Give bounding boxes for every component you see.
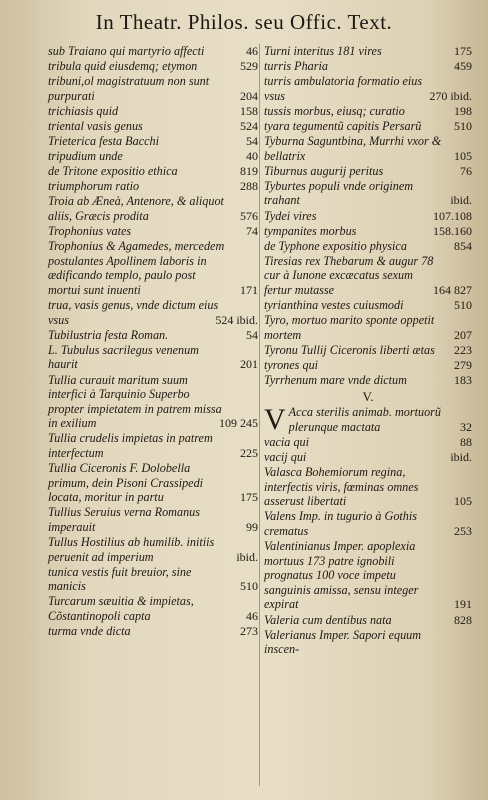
page-reference: 105	[454, 494, 472, 509]
index-entry-text: vacij qui	[264, 450, 307, 465]
page-reference: 524 ibid.	[215, 312, 258, 327]
page-reference: 225	[240, 446, 258, 461]
page-reference: 175	[240, 490, 258, 505]
index-entry	[264, 403, 472, 437]
index-entry	[48, 119, 258, 134]
index-entry-text: Valentinianus Imper. apoplexia mortuus 173 patre ignobili prognatus 100 voce impetu sanguinis amissa, sensu integer expirat	[264, 539, 419, 612]
index-entry-text: Trophonius & Agamedes, mercedem postulantes Apollinem laboris in ædificando templo, paulo post mortui sunt inuenti	[48, 239, 225, 297]
page-reference: ibid.	[450, 193, 472, 208]
index-entry-text: tunica vestis fuit breuior, sine manicis	[48, 564, 192, 594]
page-reference: 46	[246, 609, 258, 624]
index-entry-text: tribula quid eiusdemq; etymon	[48, 59, 198, 74]
index-entry	[264, 343, 472, 358]
index-entry	[48, 224, 258, 239]
index-entry-text: de Tritone expositio ethica	[48, 164, 178, 179]
index-entry-text: Tydei vires	[264, 208, 317, 223]
index-column-left	[48, 44, 258, 639]
index-entry	[48, 328, 258, 343]
index-entry	[48, 343, 258, 372]
index-entry	[48, 565, 258, 594]
page-reference: 158	[240, 103, 258, 118]
index-column-right	[264, 44, 472, 657]
page-reference: 201	[240, 357, 258, 372]
index-entry-text: Trieterica festa Bacchi	[48, 134, 160, 149]
index-entry	[264, 450, 472, 465]
index-entry-text: Turni interitus 181 vires	[264, 44, 382, 58]
index-entry	[48, 461, 258, 505]
index-entry	[48, 149, 258, 164]
page-reference: 510	[454, 298, 472, 313]
index-entry	[48, 44, 258, 59]
index-entry-text: Trophonius vates	[48, 224, 132, 239]
index-entry	[264, 224, 472, 239]
index-entry-text: tympanites morbus	[264, 223, 357, 238]
page-reference: 459	[454, 59, 472, 74]
index-entry-text: Tyronu Tullij Ciceronis liberti ætas	[264, 342, 435, 357]
index-entry-text: turris Pharia	[264, 59, 328, 74]
page-reference: 253	[454, 524, 472, 538]
index-entry	[48, 594, 258, 623]
page-reference: ibid.	[450, 450, 472, 465]
index-entry	[264, 134, 472, 163]
index-entry-text: Tyburtes populi vnde originem trahant	[264, 178, 414, 208]
page-reference: 279	[454, 357, 472, 372]
index-entry	[48, 535, 258, 564]
page-reference: 158.160	[433, 223, 472, 238]
page-reference: 510	[454, 118, 472, 133]
index-entry	[48, 373, 258, 431]
index-entry	[264, 358, 472, 373]
index-entry-text: Valens Imp. in tugurio à Gothis crematus	[264, 509, 418, 538]
index-entry	[48, 505, 258, 534]
index-entry-text: Acca sterilis animab. mortuorũ plerunque mactata	[288, 405, 442, 434]
index-entry-text: Tullia crudelis impietas in patrem interfectum	[48, 431, 213, 461]
index-entry-text: L. Tubulus sacrilegus venenum haurit	[48, 342, 199, 372]
index-entry	[264, 164, 472, 179]
index-entry	[264, 254, 472, 298]
index-entry	[264, 59, 472, 74]
index-entry-text: Tiresias rex Thebarum & augur 78 cur à Iunone excæcatus sexum fertur mutasse	[264, 253, 434, 297]
page-reference: 54	[246, 327, 258, 342]
page-reference: 54	[246, 134, 258, 149]
index-entry-text: turris ambulatoria formatio eius vsus	[264, 74, 423, 103]
index-entry	[48, 134, 258, 149]
index-entry	[264, 209, 472, 224]
index-entry-text: Valasca Bohemiorum regina, interfectis viris, fœminas omnes asserust libertati	[264, 465, 419, 509]
page-reference: 40	[246, 149, 258, 164]
section-letter: V.	[362, 388, 374, 404]
page-reference: 529	[240, 59, 258, 74]
index-entry	[48, 59, 258, 74]
index-entry	[264, 435, 472, 450]
page-reference: 99	[246, 520, 258, 534]
page-reference: 576	[240, 209, 258, 224]
index-entry	[264, 373, 472, 388]
index-entry	[48, 431, 258, 460]
index-entry-text: Tullia Ciceronis F. Dolobella primum, dein Pisoni Crassipedi locata, moritur in partu	[48, 461, 204, 505]
page-reference: 198	[454, 103, 472, 118]
page-reference: 164 827	[433, 283, 472, 297]
index-entry-text: Valeria cum dentibus nata	[264, 612, 392, 627]
index-entry	[264, 119, 472, 134]
index-entry	[48, 104, 258, 119]
column-divider	[259, 44, 260, 786]
index-entry-text: triental vasis genus	[48, 118, 143, 133]
page-reference: 183	[454, 373, 472, 388]
index-entry	[48, 179, 258, 194]
page-reference: 207	[454, 327, 472, 342]
index-entry	[264, 104, 472, 119]
running-header: In Theatr. Philos. seu Offic. Text.	[95, 10, 393, 34]
index-entry	[264, 628, 472, 657]
index-entry-text: tripudium unde	[48, 149, 123, 164]
page-reference: 74	[246, 224, 258, 239]
index-entry-text: trua, vasis genus, vnde dictum eius vsus	[48, 298, 219, 327]
index-entry	[48, 164, 258, 179]
page-reference: 510	[240, 579, 258, 594]
page-reference: 32	[460, 419, 472, 434]
index-entry-text: Valerianus Imper. Sapori equum inscen-	[264, 627, 422, 657]
index-entry	[48, 194, 258, 223]
index-entry-text: Tullia curauit maritum suum interfici à Tarquinio Superbo propter impietatem in patrem missa in exilium	[48, 372, 222, 431]
page-reference: ibid.	[236, 549, 258, 564]
index-entry	[264, 539, 472, 612]
page-reference: 270 ibid.	[429, 88, 472, 103]
index-entry	[48, 624, 258, 639]
page-reference: 854	[454, 238, 472, 253]
index-entry-text: Tiburnus augurij peritus	[264, 163, 384, 178]
index-entry	[264, 298, 472, 313]
page-reference: 175	[454, 44, 472, 58]
index-entry	[48, 298, 258, 327]
index-entry-text: Tyrrhenum mare vnde dictum	[264, 373, 407, 388]
page-reference: 204	[240, 88, 258, 103]
index-entry-text: tyrianthina vestes cuiusmodi	[264, 298, 404, 313]
page-reference: 105	[454, 148, 472, 163]
index-entry	[264, 465, 472, 509]
index-entry-text: tyara tegumentũ capitis Persarũ	[264, 118, 422, 133]
page-reference: 46	[246, 44, 258, 58]
page-reference: 819	[240, 164, 258, 179]
index-entry-text: Tubilustria festa Roman.	[48, 327, 169, 342]
index-entry-text: de Typhone expositio physica	[264, 238, 407, 253]
index-entry-text: tussis morbus, eiusq; curatio	[264, 103, 405, 118]
page-reference: 76	[460, 163, 472, 178]
index-entry	[264, 239, 472, 254]
index-entry-text: trichiasis quid	[48, 103, 119, 118]
index-entry-text: tribuni,ol magistratuum non sunt purpurati	[48, 74, 210, 103]
page-reference: 828	[454, 612, 472, 627]
index-entry	[264, 613, 472, 628]
index-entry-text: Turcarum sæuitia & impietas, Cõstantinopoli capta	[48, 594, 194, 624]
page-reference: 171	[240, 283, 258, 297]
index-entry	[264, 509, 472, 538]
index-entry	[48, 74, 258, 103]
index-entry-text: vacia qui	[264, 434, 310, 449]
page-reference: 191	[454, 597, 472, 612]
index-entry-text: turma vnde dicta	[48, 624, 131, 639]
page-reference: 273	[240, 624, 258, 639]
index-entry-text: tyrones qui	[264, 357, 319, 372]
page-reference: 223	[454, 342, 472, 357]
index-entry-text: Tyburna Saguntbina, Murrhi vxor & bellatrix	[264, 134, 442, 163]
index-entry-text: Tyro, mortuo marito sponte oppetit mortem	[264, 313, 435, 342]
index-entry-text: Tullus Hostilius ab humilib. initiis peruenit ad imperium	[48, 535, 215, 564]
page-reference: 288	[240, 179, 258, 194]
index-entry	[264, 44, 472, 59]
page-reference: 107.108	[433, 208, 472, 223]
page-reference: 524	[240, 118, 258, 133]
index-entry	[264, 74, 472, 103]
index-entry-text: sub Traiano qui martyrio affecti	[48, 44, 205, 58]
index-entry	[264, 313, 472, 342]
index-entry-text: Troia ab Æneà, Antenore, & aliquot aliis, Græcis prodita	[48, 194, 224, 224]
drop-cap: V	[264, 403, 286, 437]
page-reference: 109 245	[219, 416, 258, 431]
index-entry	[264, 179, 472, 208]
index-entry-text: Tullius Seruius verna Romanus imperauit	[48, 505, 201, 534]
page-reference: 88	[460, 434, 472, 449]
index-entry-text: triumphorum ratio	[48, 179, 140, 194]
index-entry	[48, 239, 258, 297]
